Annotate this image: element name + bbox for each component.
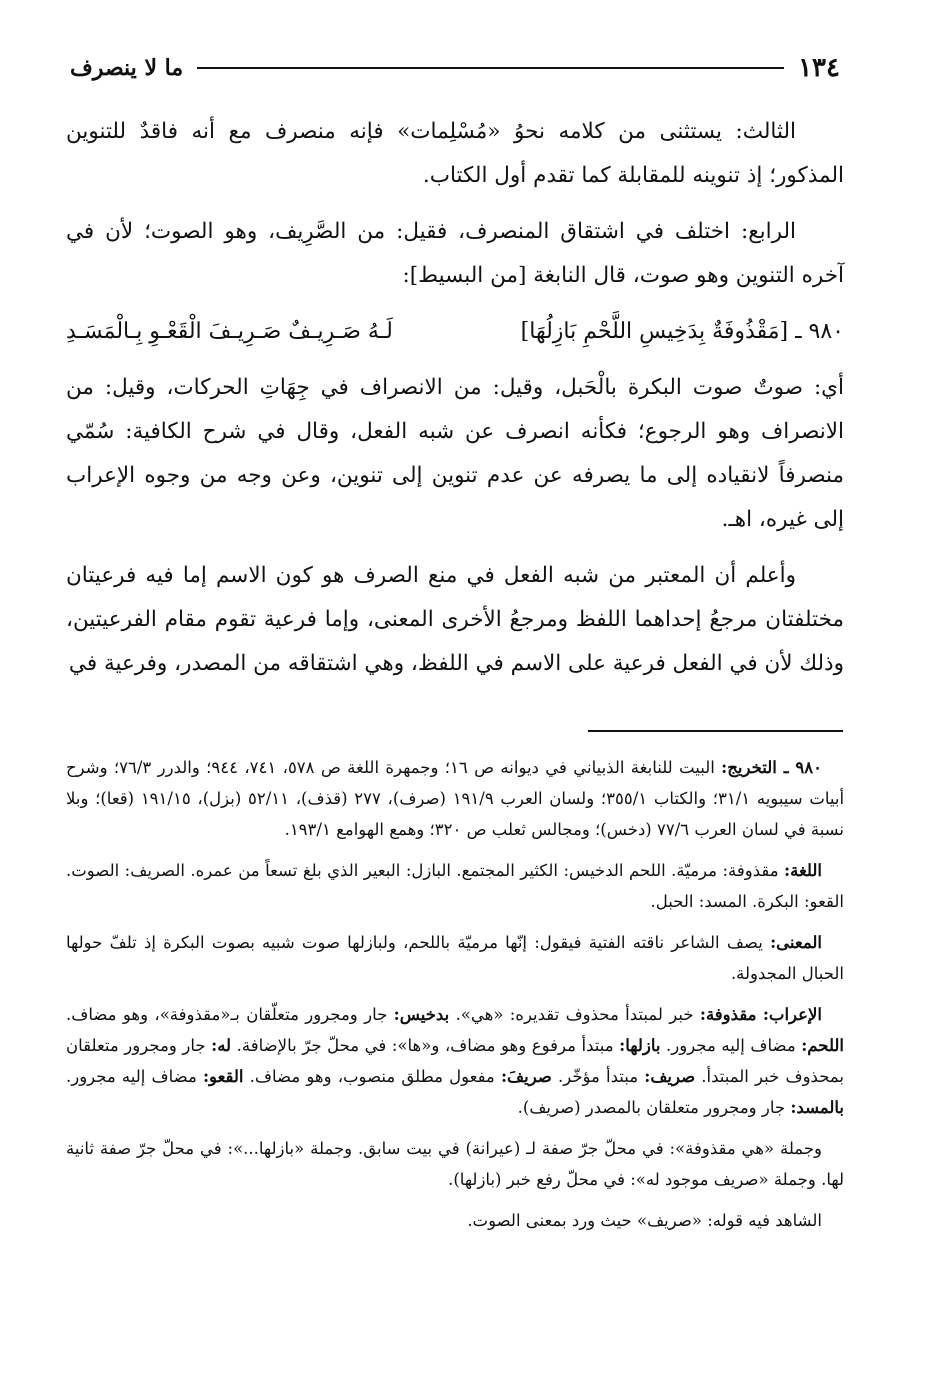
running-title: ما لا ينصرف bbox=[70, 55, 184, 81]
footnote-irab bbox=[66, 999, 844, 1123]
irab-term: القعو: bbox=[202, 1067, 244, 1086]
irab-term: بالمسد: bbox=[790, 1098, 844, 1117]
footnote-separator bbox=[588, 730, 843, 732]
footnote-takhrij bbox=[66, 752, 844, 845]
verse-second-hemistich: لَـهُ صَـرِيـفٌ صَـرِيـفَ الْقَعْـوِ بِـالْمَسَـدِ bbox=[66, 319, 393, 344]
irab-explanation: مبتدأ مؤخّر. bbox=[551, 1067, 645, 1086]
irab-explanation: مضاف إليه مجرور. bbox=[660, 1036, 802, 1055]
paragraph-fourth: الرابع: اختلف في اشتقاق المنصرف، فقيل: من الصَّرِيف، وهو الصوت؛ لأن في آخره التنوين وهو صوت، قال النابغة [من البسيط]: bbox=[66, 219, 844, 288]
irab-text bbox=[66, 1005, 844, 1117]
irab-term: اللحم: bbox=[801, 1036, 845, 1055]
footnote-shahid: الشاهد فيه قوله: «صريف» حيث ورد بمعنى الصوت. bbox=[467, 1211, 822, 1230]
irab-explanation: خبر لمبتدأ محذوف تقديره: «هي». bbox=[449, 1005, 700, 1024]
irab-explanation: جار ومجرور متعلّقان بـ«مقذوفة»، وهو مضاف. bbox=[66, 1005, 394, 1024]
irab-term: صريفَ: bbox=[500, 1067, 552, 1086]
takhrij-text: البيت للنابغة الذبياني في ديوانه ص ١٦؛ وجمهرة اللغة ص ٥٧٨، ٧٤١، ٩٤٤؛ والدرر ٧٦/٣؛ وشرح أبيات سيبويه ٣١/١؛ والكتاب ٣٥٥/١؛ ولسان العرب ١٩١/٩ (صرف)، ٢٧٧ (قذف)، ٥٢/١١ (بزل)، ١٩١/١٥ (قعا)؛ وبلا نسبة في لسان العرب ٧٧/٦ (دخس)؛ ومجالس ثعلب ص ٣٢٠؛ وهمع الهوامع ١٩٣/١. bbox=[66, 758, 845, 839]
footnote-jumal: وجملة «هي مقذوفة»: في محلّ جرّ صفة لـ (عيرانة) في بيت سابق. وجملة «بازلها...»: في محلّ جرّ صفة ثانية لها. وجملة «صريف موجود له»: في محلّ رفع خبر (بازلها). bbox=[66, 1139, 844, 1189]
page-number: ١٣٤ bbox=[798, 53, 840, 83]
poetry-verse bbox=[66, 310, 844, 354]
irab-explanation: مفعول مطلق منصوب، وهو مضاف. bbox=[243, 1067, 501, 1086]
verse-number: ٩٨٠ ـ bbox=[795, 319, 844, 344]
irab-explanation: مضاف إليه مجرور. bbox=[66, 1067, 203, 1086]
maana-text: يصف الشاعر ناقته الفتية فيقول: إنّها مرميّة باللحم، ولبازلها صوت شبيه بصوت البكرة إذ تلفّ حولها الحبال المجدولة. bbox=[66, 933, 844, 983]
main-text bbox=[66, 110, 844, 698]
verse-sadr-text: [مَقْذُوفَةٌ بِدَخِيسِ اللَّحْمِ بَازِلُهَا] bbox=[520, 319, 789, 344]
paragraph-explanation: أي: صوتٌ صوت البكرة بالْحَبل، وقيل: من الانصراف في جِهَاتِ الحركات، وقيل: من الانصراف وهو الرجوع؛ فكأنه انصرف عن شبه الفعل، وقال في شرح الكافية: سُمّي منصرفاً لانقياده إلى ما يصرفه عن عدم تنوين إلى تنوين، وعن وجه من وجوه الإعراب إلى غيره، اهـ. bbox=[66, 375, 844, 532]
maana-label: المعنى: bbox=[770, 933, 822, 952]
irab-explanation: جار ومجرور متعلقان بالمصدر (صريف). bbox=[517, 1098, 791, 1117]
irab-explanation: مبتدأ مرفوع وهو مضاف، و«ها»: في محلّ جرّ بالإضافة. bbox=[231, 1036, 620, 1055]
irab-term: بازلها: bbox=[619, 1036, 661, 1055]
lugha-label: اللغة: bbox=[784, 861, 822, 880]
irab-explanation: جار ومجرور متعلقان بمحذوف خبر المبتدأ. bbox=[66, 1036, 845, 1086]
irab-term: بدخيس: bbox=[393, 1005, 450, 1024]
paragraph-third: الثالث: يستثنى من كلامه نحوُ «مُسْلِمات» فإنه منصرف مع أنه فاقدٌ للتنوين المذكور؛ إذ تنوينه للمقابلة كما تقدم أول الكتاب. bbox=[66, 119, 844, 188]
lugha-text: مقذوفة: مرميّة. اللحم الدخيس: الكثير المجتمع. البازل: البعير الذي بلغ تسعاً من عمره. الصريف: الصوت. القعو: البكرة. المسد: الحبل. bbox=[66, 861, 844, 911]
header-rule bbox=[197, 67, 784, 69]
footnote-maana bbox=[66, 927, 844, 989]
irab-term: له: bbox=[211, 1036, 232, 1055]
irab-term: مقذوفة: bbox=[699, 1005, 757, 1024]
page-header bbox=[70, 50, 840, 86]
footnote-lugha bbox=[66, 855, 844, 917]
footnotes bbox=[66, 752, 844, 1246]
paragraph-note: وأعلم أن المعتبر من شبه الفعل في منع الصرف هو كون الاسم إما فيه فرعيتان مختلفتان مرجعُ إحداهما اللفظ ومرجعُ الأخرى المعنى، وإما فرعية تقوم مقام الفرعيتين، وذلك لأن في الفعل فرعية على الاسم في اللفظ، وهي اشتقاقه من المصدر، وفرعية في bbox=[66, 563, 844, 676]
takhrij-label: ٩٨٠ ـ التخريج: bbox=[721, 758, 822, 777]
verse-first-hemistich bbox=[521, 310, 844, 354]
irab-term: صريف: bbox=[644, 1067, 696, 1086]
irab-label: الإعراب: bbox=[762, 1005, 822, 1024]
